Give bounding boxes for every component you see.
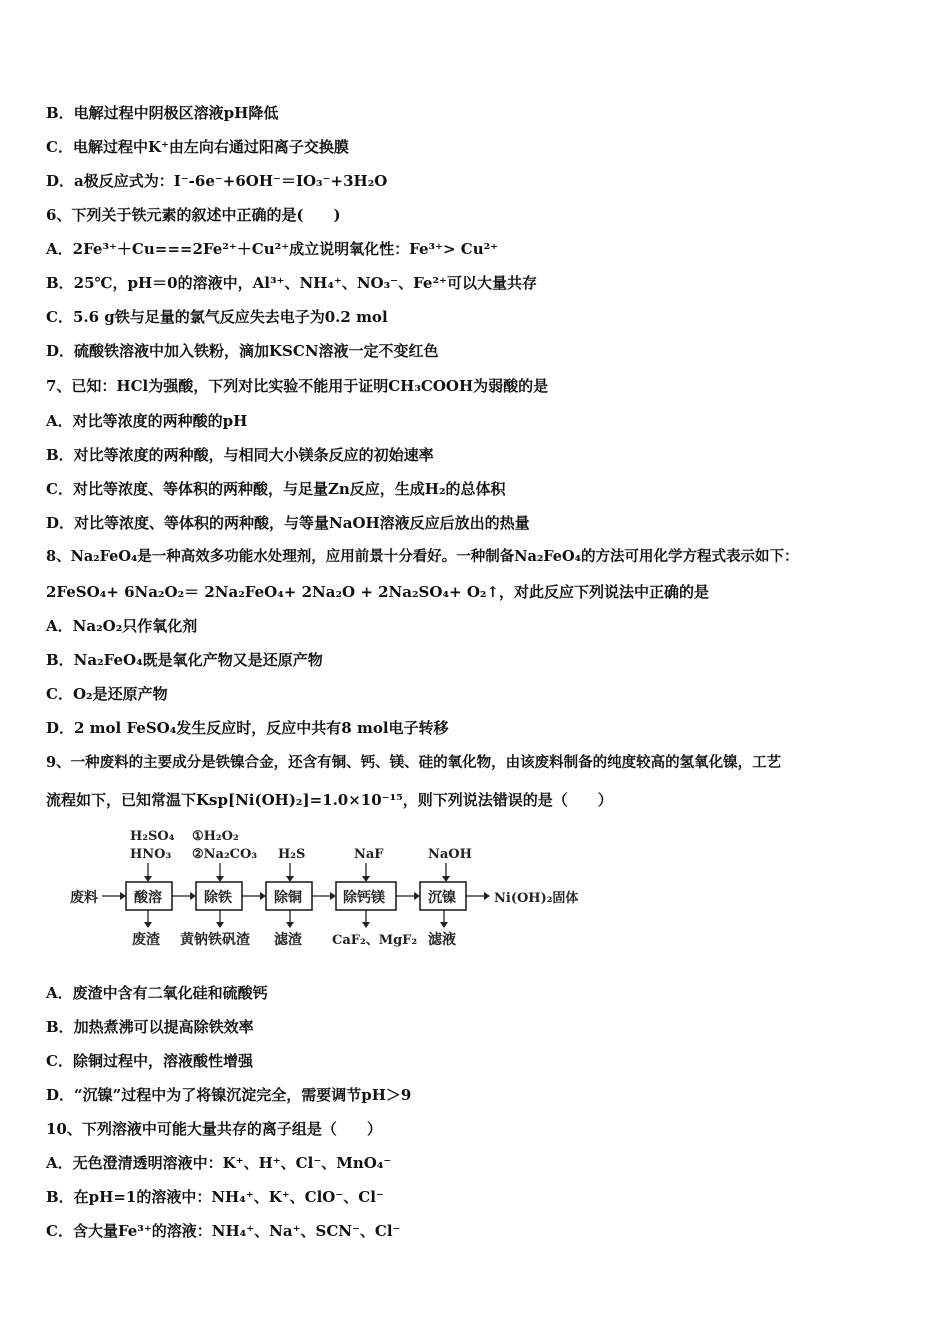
q6-option-c: C．5.6 g铁与足量的氯气反应失去电子为0.2 mol	[46, 308, 388, 326]
q7-option-c: C．对比等浓度、等体积的两种酸，与足量Zn反应，生成H₂的总体积	[46, 480, 506, 498]
step-acid-dissolve: 酸溶	[134, 890, 162, 906]
step-remove-iron: 除铁	[204, 890, 232, 906]
q7-option-d: D．对比等浓度、等体积的两种酸，与等量NaOH溶液反应后放出的热量	[46, 514, 530, 532]
q10-option-c: C．含大量Fe³⁺的溶液：NH₄⁺、Na⁺、SCN⁻、Cl⁻	[46, 1222, 401, 1240]
reagent-hno3: HNO₃	[130, 847, 172, 862]
q6-option-b: B．25℃，pH＝0的溶液中，Al³⁺、NH₄⁺、NO₃⁻、Fe²⁺可以大量共存	[46, 274, 537, 292]
q10-option-b: B．在pH=1的溶液中：NH₄⁺、K⁺、ClO⁻、Cl⁻	[46, 1188, 384, 1206]
q7-option-b: B．对比等浓度的两种酸，与相同大小镁条反应的初始速率	[46, 446, 434, 464]
q6-option-d: D．硫酸铁溶液中加入铁粉，滴加KSCN溶液一定不变红色	[46, 342, 439, 360]
q10-option-a: A．无色澄清透明溶液中：K⁺、H⁺、Cl⁻、MnO₄⁻	[46, 1154, 392, 1172]
waste-filtrate: 滤液	[428, 932, 456, 948]
reagent-h2so4: H₂SO₄	[130, 829, 175, 844]
reagent-arrows	[148, 863, 446, 878]
step-precipitate-ni: 沉镍	[428, 890, 456, 906]
q9-option-c: C．除铜过程中，溶液酸性增强	[46, 1052, 253, 1070]
q9-option-a: A．废渣中含有二氧化硅和硫酸钙	[46, 984, 268, 1002]
q8-option-a: A．Na₂O₂只作氧化剂	[46, 617, 198, 635]
waste-arrows	[148, 910, 444, 924]
waste-caf2-mgf2: CaF₂、MgF₂	[332, 933, 418, 948]
reagent-h2o2: ①H₂O₂	[192, 829, 239, 844]
waste-residue: 废渣	[132, 932, 160, 948]
q6-option-a: A．2Fe³⁺＋Cu===2Fe²⁺＋Cu²⁺成立说明氧化性：Fe³⁺> Cu²⁺	[46, 240, 499, 258]
q5-option-b: B．电解过程中阴极区溶液pH降低	[46, 104, 279, 122]
q10-stem: 10、下列溶液中可能大量共存的离子组是（ ）	[46, 1120, 382, 1138]
q9-option-b: B．加热煮沸可以提高除铁效率	[46, 1018, 254, 1036]
waste-jarosite: 黄钠铁矾渣	[180, 932, 250, 948]
q8-option-d: D．2 mol FeSO₄发生反应时，反应中共有8 mol电子转移	[46, 719, 449, 737]
q9-stem-line1: 9、一种废料的主要成分是铁镍合金，还含有铜、钙、镁、硅的氧化物，由该废料制备的纯度较高的氢氧化镍，工艺	[46, 754, 782, 771]
reagent-naf: NaF	[354, 847, 384, 862]
q8-stem-line2: 2FeSO₄+ 6Na₂O₂＝ 2Na₂FeO₄+ 2Na₂O + 2Na₂SO₄+ O₂↑，对此反应下列说法中正确的是	[46, 583, 710, 601]
q5-option-c: C．电解过程中K⁺由左向右通过阳离子交换膜	[46, 138, 349, 156]
q7-option-a: A．对比等浓度的两种酸的pH	[46, 412, 248, 430]
flow-end-label: Ni(OH)₂固体	[494, 891, 579, 906]
flow-start-label: 废料	[70, 890, 98, 906]
q8-stem-line1: 8、Na₂FeO₄是一种高效多功能水处理剂，应用前景十分看好。一种制备Na₂FeO₄的方法可用化学方程式表示如下：	[46, 548, 799, 565]
step-remove-copper: 除铜	[274, 890, 302, 906]
step-remove-ca-mg: 除钙镁	[343, 890, 385, 906]
reagent-na2co3: ②Na₂CO₃	[192, 847, 258, 862]
q7-stem: 7、已知：HCl为强酸，下列对比实验不能用于证明CH₃COOH为弱酸的是	[46, 377, 549, 395]
q9-stem-line2: 流程如下，已知常温下Ksp[Ni(OH)₂]=1.0×10⁻¹⁵，则下列说法错误的是（ ）	[46, 791, 613, 809]
q6-stem: 6、下列关于铁元素的叙述中正确的是( )	[46, 206, 341, 224]
q8-option-b: B．Na₂FeO₄既是氧化产物又是还原产物	[46, 651, 323, 669]
reagent-naoh: NaOH	[428, 847, 472, 862]
process-flow-diagram	[48, 820, 608, 948]
q5-option-d: D．a极反应式为：I⁻-6e⁻+6OH⁻＝IO₃⁻+3H₂O	[46, 172, 388, 190]
reagent-h2s: H₂S	[278, 847, 306, 862]
q8-option-c: C．O₂是还原产物	[46, 685, 168, 703]
q9-option-d: D．“沉镍”过程中为了将镍沉淀完全，需要调节pH＞9	[46, 1086, 412, 1104]
waste-filter-residue: 滤渣	[274, 932, 302, 948]
